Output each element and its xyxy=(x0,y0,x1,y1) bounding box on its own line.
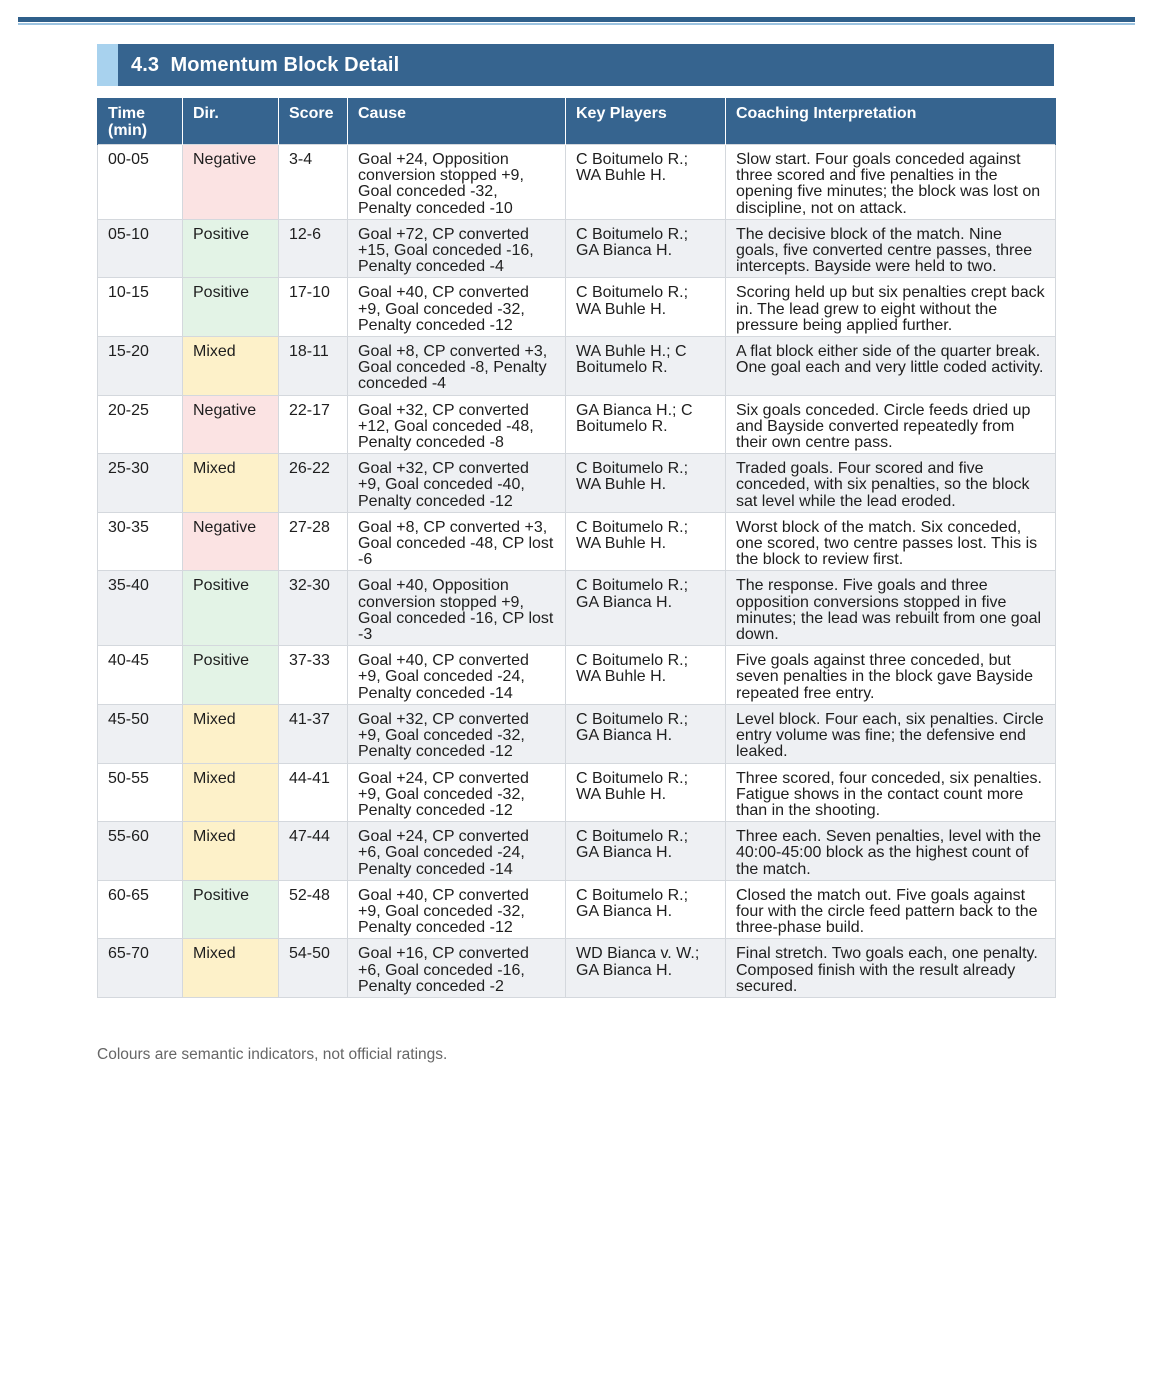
cell-interp: Traded goals. Four scored and five conceded, with six penalties, so the block sat level while the lead eroded. xyxy=(726,454,1056,513)
cell-score: 17-10 xyxy=(279,278,348,337)
cell-cause: Goal +32, CP converted +12, Goal conceded -48, Penalty conceded -8 xyxy=(348,395,566,454)
cell-score: 12-6 xyxy=(279,219,348,278)
table-row xyxy=(98,454,1056,513)
cell-time: 40-45 xyxy=(98,646,183,705)
table-row xyxy=(98,278,1056,337)
table-row xyxy=(98,822,1056,881)
cell-players: C Boitumelo R.; WA Buhle H. xyxy=(566,646,726,705)
cell-interp: Three each. Seven penalties, level with the 40:00-45:00 block as the highest count of the match. xyxy=(726,822,1056,881)
cell-time: 55-60 xyxy=(98,822,183,881)
cell-players: C Boitumelo R.; GA Bianca H. xyxy=(566,571,726,646)
cell-players: WD Bianca v. W.; GA Bianca H. xyxy=(566,939,726,998)
table-row xyxy=(98,219,1056,278)
cell-time: 35-40 xyxy=(98,571,183,646)
cell-cause: Goal +32, CP converted +9, Goal conceded -32, Penalty conceded -12 xyxy=(348,704,566,763)
cell-time: 25-30 xyxy=(98,454,183,513)
cell-score: 37-33 xyxy=(279,646,348,705)
cell-time: 30-35 xyxy=(98,512,183,571)
column-header-dir: Dir. xyxy=(183,98,279,145)
cell-cause: Goal +40, CP converted +9, Goal conceded -32, Penalty conceded -12 xyxy=(348,880,566,939)
footnote: Colours are semantic indicators, not official ratings. xyxy=(97,1046,448,1063)
cell-players: C Boitumelo R.; GA Bianca H. xyxy=(566,822,726,881)
cell-players: C Boitumelo R.; WA Buhle H. xyxy=(566,512,726,571)
cell-time: 10-15 xyxy=(98,278,183,337)
cell-dir: Negative xyxy=(183,512,279,571)
cell-dir: Positive xyxy=(183,571,279,646)
column-header-time: Time (min) xyxy=(98,98,183,145)
table-header-row xyxy=(98,98,1056,145)
cell-score: 52-48 xyxy=(279,880,348,939)
section-title-text: Momentum Block Detail xyxy=(170,53,400,76)
cell-interp: Five goals against three conceded, but seven penalties in the block gave Bayside repeated free entry. xyxy=(726,646,1056,705)
cell-time: 20-25 xyxy=(98,395,183,454)
cell-score: 44-41 xyxy=(279,763,348,822)
cell-players: C Boitumelo R.; WA Buhle H. xyxy=(566,454,726,513)
cell-cause: Goal +40, CP converted +9, Goal conceded -24, Penalty conceded -14 xyxy=(348,646,566,705)
cell-cause: Goal +24, Opposition conversion stopped +9, Goal conceded -32, Penalty conceded -10 xyxy=(348,145,566,220)
cell-dir: Mixed xyxy=(183,763,279,822)
table-row xyxy=(98,939,1056,998)
cell-dir: Mixed xyxy=(183,939,279,998)
column-header-players: Key Players xyxy=(566,98,726,145)
column-header-score: Score xyxy=(279,98,348,145)
cell-players: C Boitumelo R.; GA Bianca H. xyxy=(566,219,726,278)
cell-dir: Positive xyxy=(183,880,279,939)
table-row xyxy=(98,646,1056,705)
cell-time: 15-20 xyxy=(98,337,183,396)
cell-time: 05-10 xyxy=(98,219,183,278)
cell-score: 26-22 xyxy=(279,454,348,513)
cell-interp: Level block. Four each, six penalties. Circle entry volume was fine; the defensive end leaked. xyxy=(726,704,1056,763)
cell-time: 60-65 xyxy=(98,880,183,939)
cell-score: 18-11 xyxy=(279,337,348,396)
column-header-cause: Cause xyxy=(348,98,566,145)
top-rule xyxy=(18,17,1135,22)
cell-interp: Final stretch. Two goals each, one penalty. Composed finish with the result already secured. xyxy=(726,939,1056,998)
top-rule-accent xyxy=(18,23,1135,25)
cell-interp: Closed the match out. Five goals against four with the circle feed pattern back to the three-phase build. xyxy=(726,880,1056,939)
cell-dir: Negative xyxy=(183,145,279,220)
cell-cause: Goal +8, CP converted +3, Goal conceded -8, Penalty conceded -4 xyxy=(348,337,566,396)
momentum-block-table xyxy=(97,98,1056,998)
cell-cause: Goal +72, CP converted +15, Goal conceded -16, Penalty conceded -4 xyxy=(348,219,566,278)
cell-dir: Mixed xyxy=(183,822,279,881)
cell-players: C Boitumelo R.; WA Buhle H. xyxy=(566,763,726,822)
cell-score: 32-30 xyxy=(279,571,348,646)
cell-time: 45-50 xyxy=(98,704,183,763)
cell-cause: Goal +24, CP converted +6, Goal conceded -24, Penalty conceded -14 xyxy=(348,822,566,881)
cell-cause: Goal +40, CP converted +9, Goal conceded -32, Penalty conceded -12 xyxy=(348,278,566,337)
cell-score: 54-50 xyxy=(279,939,348,998)
table-row xyxy=(98,145,1056,220)
cell-dir: Mixed xyxy=(183,704,279,763)
cell-dir: Positive xyxy=(183,278,279,337)
table-row xyxy=(98,337,1056,396)
cell-players: C Boitumelo R.; GA Bianca H. xyxy=(566,880,726,939)
table-body xyxy=(98,145,1056,998)
cell-dir: Mixed xyxy=(183,337,279,396)
table-row xyxy=(98,880,1056,939)
cell-score: 47-44 xyxy=(279,822,348,881)
cell-players: C Boitumelo R.; GA Bianca H. xyxy=(566,704,726,763)
cell-score: 27-28 xyxy=(279,512,348,571)
cell-interp: Three scored, four conceded, six penalties. Fatigue shows in the contact count more than in the shooting. xyxy=(726,763,1056,822)
table-row xyxy=(98,571,1056,646)
cell-interp: Six goals conceded. Circle feeds dried up and Bayside converted repeatedly from their own centre pass. xyxy=(726,395,1056,454)
cell-interp: Slow start. Four goals conceded against three scored and five penalties in the opening five minutes; the block was lost on discipline, not on attack. xyxy=(726,145,1056,220)
cell-players: WA Buhle H.; C Boitumelo R. xyxy=(566,337,726,396)
cell-cause: Goal +40, Opposition conversion stopped +9, Goal conceded -16, CP lost -3 xyxy=(348,571,566,646)
cell-players: GA Bianca H.; C Boitumelo R. xyxy=(566,395,726,454)
cell-interp: A flat block either side of the quarter break. One goal each and very little coded activity. xyxy=(726,337,1056,396)
cell-dir: Positive xyxy=(183,646,279,705)
table-row xyxy=(98,395,1056,454)
section-number: 4.3 xyxy=(131,53,160,76)
cell-cause: Goal +16, CP converted +6, Goal conceded -16, Penalty conceded -2 xyxy=(348,939,566,998)
cell-players: C Boitumelo R.; WA Buhle H. xyxy=(566,145,726,220)
cell-dir: Mixed xyxy=(183,454,279,513)
cell-cause: Goal +8, CP converted +3, Goal conceded -48, CP lost -6 xyxy=(348,512,566,571)
table-row xyxy=(98,512,1056,571)
section-title xyxy=(118,54,399,77)
cell-cause: Goal +24, CP converted +9, Goal conceded -32, Penalty conceded -12 xyxy=(348,763,566,822)
cell-dir: Positive xyxy=(183,219,279,278)
cell-interp: The response. Five goals and three opposition conversions stopped in five minutes; the lead was rebuilt from one goal down. xyxy=(726,571,1056,646)
section-header-accent xyxy=(97,44,118,86)
cell-players: C Boitumelo R.; WA Buhle H. xyxy=(566,278,726,337)
table-row xyxy=(98,704,1056,763)
cell-interp: Worst block of the match. Six conceded, one scored, two centre passes lost. This is the block to review first. xyxy=(726,512,1056,571)
table-row xyxy=(98,763,1056,822)
cell-score: 22-17 xyxy=(279,395,348,454)
cell-dir: Negative xyxy=(183,395,279,454)
cell-score: 41-37 xyxy=(279,704,348,763)
column-header-interp: Coaching Interpretation xyxy=(726,98,1056,145)
cell-time: 00-05 xyxy=(98,145,183,220)
cell-cause: Goal +32, CP converted +9, Goal conceded -40, Penalty conceded -12 xyxy=(348,454,566,513)
cell-interp: Scoring held up but six penalties crept back in. The lead grew to eight without the pressure being applied further. xyxy=(726,278,1056,337)
cell-score: 3-4 xyxy=(279,145,348,220)
cell-time: 50-55 xyxy=(98,763,183,822)
section-header xyxy=(97,44,1054,86)
cell-time: 65-70 xyxy=(98,939,183,998)
cell-interp: The decisive block of the match. Nine goals, five converted centre passes, three intercepts. Bayside were held to two. xyxy=(726,219,1056,278)
